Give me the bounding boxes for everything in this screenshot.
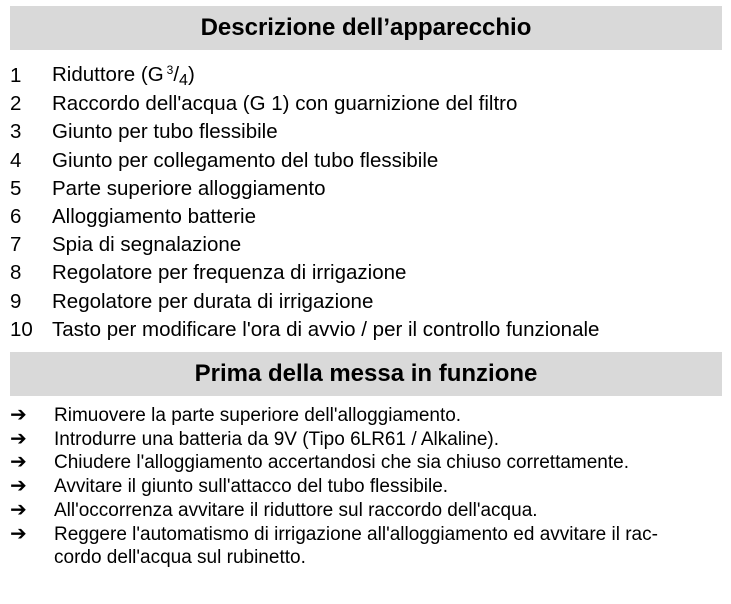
list-item [10,62,725,90]
right-arrow-icon: ➔ [10,498,27,521]
right-arrow-icon: ➔ [10,475,27,498]
fraction-slash: / [173,62,180,86]
item-text: Parte superiore alloggiamento [52,176,326,200]
item-number: 3 [10,120,22,144]
list-item [10,428,725,452]
item-number: 4 [10,148,22,172]
list-item [10,316,725,344]
right-arrow-icon: ➔ [10,451,27,474]
list-item [10,147,725,175]
step-text: All'occorrenza avvitare il riduttore sul raccordo dell'acqua. [54,499,538,521]
step-text: Reggere l'automatismo di irrigazione all'alloggiamento ed avvitare il rac- cordo dell'acqua sul rubinetto. [54,523,658,569]
list-item [10,499,725,523]
fraction-numerator: 3 [166,62,174,77]
step-text: Rimuovere la parte superiore dell'alloggiamento. [54,405,462,426]
item-text: Tasto per modificare l'ora di avvio / per il controllo funzionale [52,317,600,341]
item-text: Giunto per tubo flessibile [52,120,278,144]
step-text: Chiudere l'alloggiamento accertandosi che sia chiuso correttamente. [54,452,630,474]
item-text: Riduttore (G $^3/_4$) [52,62,195,89]
section-title: Descrizione dell’apparecchio [200,14,532,41]
list-item [10,523,725,570]
list-item [10,231,725,259]
right-arrow-icon: ➔ [10,404,27,426]
item-number: 8 [10,261,22,285]
item-number: 9 [10,289,22,313]
parts-list [10,62,725,344]
item-number: 6 [10,205,22,229]
list-item [10,175,725,203]
step-text: Introdurre una batteria da 9V (Tipo 6LR61 / Alkaline). [54,428,499,450]
item-number: 5 [10,176,22,200]
item-text: Regolatore per frequenza di irrigazione [52,261,407,285]
section-header-prima-messa [10,352,722,396]
list-item [10,475,725,499]
fraction-denominator: 4 [179,71,188,89]
item-number: 7 [10,233,22,257]
section-header-descrizione [10,6,722,50]
list-item [10,404,725,428]
item-number: 2 [10,92,22,116]
list-item [10,90,725,118]
item-text: Regolatore per durata di irrigazione [52,289,374,313]
item-text: Alloggiamento batterie [52,205,256,229]
list-item [10,451,725,475]
item-text: Spia di segnalazione [52,233,242,257]
list-item [10,288,725,316]
item-text: Giunto per collegamento del tubo flessibile [52,148,439,172]
step-text: Avvitare il giunto sull'attacco del tubo flessibile. [54,476,449,498]
item-number: 1 [10,64,22,88]
right-arrow-icon: ➔ [10,427,27,450]
right-arrow-icon: ➔ [10,522,27,545]
section-title: Prima della messa in funzione [194,360,538,387]
list-item [10,118,725,146]
list-item [10,259,725,287]
list-item [10,203,725,231]
item-text: Raccordo dell'acqua (G 1) con guarnizione del filtro [52,92,518,116]
steps-list [10,404,725,570]
item-number: 10 [10,317,33,341]
